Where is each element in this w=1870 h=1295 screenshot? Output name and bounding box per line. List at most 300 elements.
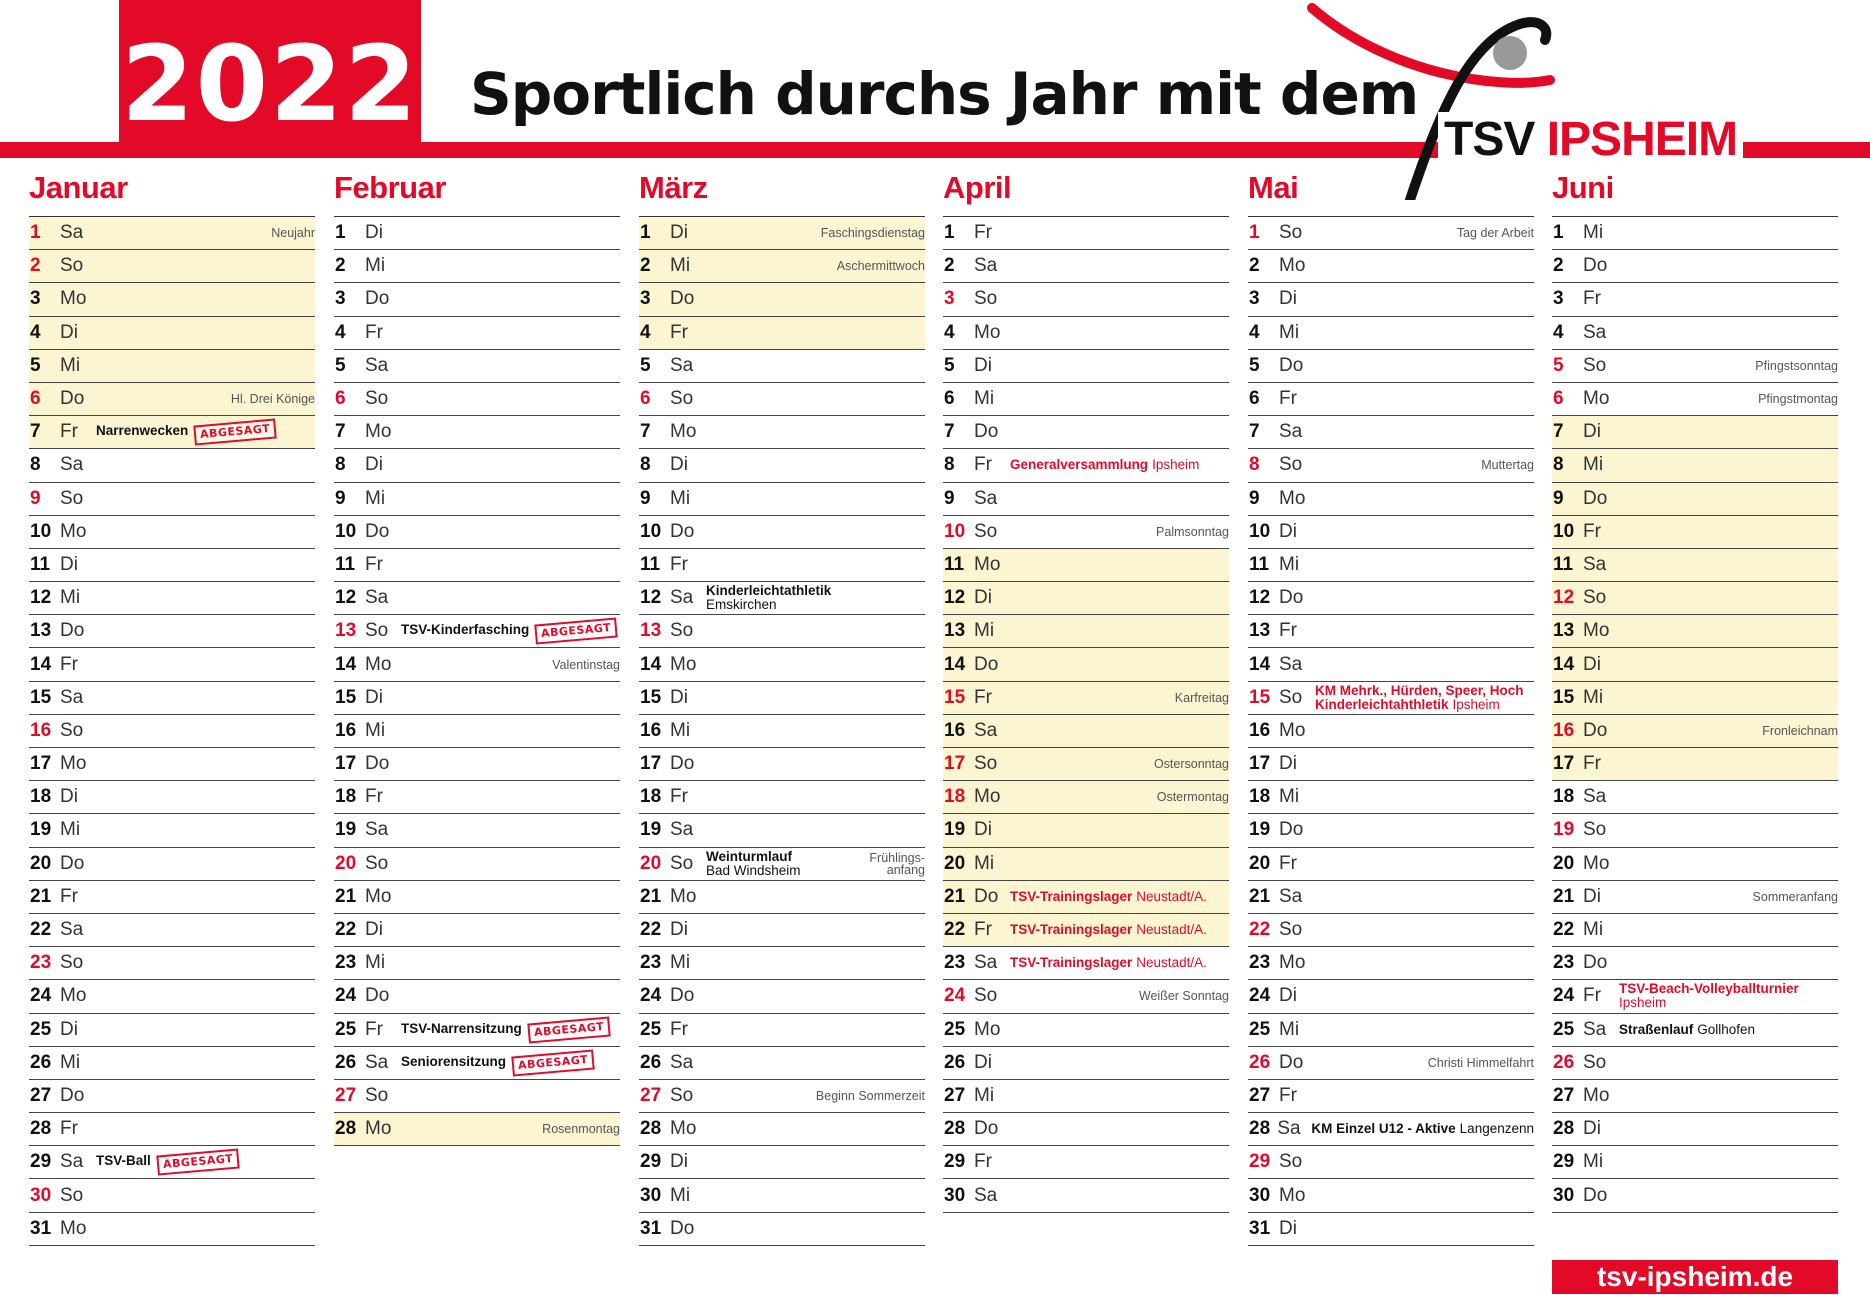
weekday: Sa — [670, 587, 694, 609]
day-number: 15 — [944, 686, 966, 708]
day-number: 18 — [640, 786, 662, 808]
day-number: 2 — [30, 255, 41, 277]
weekday: Fr — [974, 222, 992, 244]
day-number: 8 — [1249, 454, 1260, 476]
weekday: Mo — [60, 1217, 87, 1239]
day-row — [29, 283, 315, 316]
day-row — [334, 250, 620, 283]
day-row — [639, 1014, 925, 1047]
day-number: 27 — [335, 1084, 357, 1106]
day-number: 21 — [640, 885, 662, 907]
weekday: Mo — [1279, 487, 1306, 509]
weekday: Do — [365, 288, 390, 310]
weekday: Mo — [60, 520, 87, 542]
day-row — [1552, 781, 1838, 814]
weekday: Mo — [974, 1018, 1001, 1040]
logo-ipsheim: IPSHEIM — [1546, 113, 1738, 166]
weekday: Do — [670, 520, 695, 542]
day-number: 2 — [1249, 255, 1260, 277]
day-number: 27 — [1553, 1084, 1575, 1106]
month-column-1 — [334, 168, 620, 1146]
weekday: Fr — [1279, 852, 1297, 874]
day-row — [639, 1179, 925, 1212]
day-row — [943, 1146, 1229, 1179]
weekday: Mo — [1279, 952, 1306, 974]
weekday: Fr — [670, 321, 688, 343]
day-row — [639, 317, 925, 350]
event — [401, 621, 618, 641]
weekday: Sa — [365, 1051, 389, 1073]
day-number: 6 — [1249, 388, 1260, 410]
weekday: Sa — [60, 454, 84, 476]
day-number: 15 — [1249, 686, 1271, 708]
day-number: 16 — [1249, 719, 1271, 741]
weekday: Do — [365, 753, 390, 775]
day-row — [1248, 781, 1534, 814]
day-row — [639, 781, 925, 814]
day-row — [29, 748, 315, 781]
day-number: 9 — [30, 487, 41, 509]
holiday-label: Fronleichnam — [1762, 723, 1838, 738]
day-row — [639, 648, 925, 681]
day-row — [334, 1080, 620, 1113]
day-row — [334, 350, 620, 383]
weekday: Do — [60, 388, 85, 410]
event-title: TSV-Trainingslager — [1010, 955, 1133, 971]
day-number: 23 — [1249, 952, 1271, 974]
event-title: Kinderleichtathletik — [706, 583, 832, 599]
day-number: 10 — [640, 520, 662, 542]
weekday: Do — [974, 421, 999, 443]
day-number: 4 — [335, 321, 346, 343]
weekday: Sa — [1279, 653, 1303, 675]
day-row — [29, 383, 315, 416]
day-number: 8 — [335, 454, 346, 476]
weekday: Sa — [60, 686, 84, 708]
holiday-label: Aschermittwoch — [836, 259, 925, 274]
month-name: April — [943, 168, 1229, 217]
weekday: Di — [60, 1018, 78, 1040]
day-row — [1248, 1047, 1534, 1080]
holiday-label: Neujahr — [271, 226, 315, 241]
day-number: 9 — [944, 487, 955, 509]
day-number: 10 — [944, 520, 966, 542]
day-number: 29 — [1553, 1151, 1575, 1173]
day-row — [943, 615, 1229, 648]
holiday-label: Weißer Sonntag — [1138, 989, 1229, 1004]
day-number: 28 — [335, 1118, 357, 1140]
day-number: 7 — [944, 421, 955, 443]
year-badge — [119, 0, 421, 155]
weekday: Do — [60, 852, 85, 874]
event-location: Ipsheim — [1152, 457, 1200, 473]
day-number: 11 — [1553, 553, 1574, 575]
weekday: Mo — [60, 288, 87, 310]
weekday: Mo — [365, 653, 392, 675]
weekday: So — [1583, 354, 1607, 376]
day-number: 9 — [640, 487, 651, 509]
weekday: Di — [365, 919, 383, 941]
day-row — [334, 217, 620, 250]
day-row — [334, 848, 620, 881]
year-label: 2022 — [121, 22, 419, 145]
weekday: Fr — [974, 686, 992, 708]
day-number: 28 — [640, 1118, 662, 1140]
day-row — [1552, 449, 1838, 482]
weekday: So — [60, 255, 84, 277]
weekday: Mi — [1279, 786, 1300, 808]
weekday: So — [1583, 587, 1607, 609]
weekday: Sa — [974, 255, 998, 277]
event-location: Langenzenn — [1459, 1121, 1534, 1137]
day-row — [1248, 483, 1534, 516]
day-row — [1248, 682, 1534, 715]
day-row — [639, 1047, 925, 1080]
day-row — [943, 881, 1229, 914]
weekday: So — [1279, 919, 1303, 941]
day-number: 11 — [1249, 553, 1270, 575]
event — [1619, 1023, 1755, 1037]
day-number: 10 — [1553, 520, 1575, 542]
day-row — [943, 682, 1229, 715]
day-number: 14 — [335, 653, 357, 675]
weekday: Sa — [974, 719, 998, 741]
day-row — [639, 1213, 925, 1246]
day-number: 19 — [1249, 819, 1271, 841]
day-row — [29, 582, 315, 615]
day-row — [1248, 1080, 1534, 1113]
day-row — [29, 1080, 315, 1113]
day-row — [943, 416, 1229, 449]
day-number: 13 — [1553, 620, 1575, 642]
day-row — [1552, 615, 1838, 648]
day-number: 28 — [1553, 1118, 1575, 1140]
day-row — [943, 914, 1229, 947]
day-row — [334, 449, 620, 482]
day-row — [29, 250, 315, 283]
event-title: Generalversammlung — [1010, 457, 1149, 473]
day-number: 20 — [640, 852, 662, 874]
day-row — [29, 1047, 315, 1080]
cancelled-stamp: ABGESAGT — [511, 1049, 595, 1076]
day-row — [1248, 549, 1534, 582]
weekday: So — [974, 520, 998, 542]
day-row — [639, 416, 925, 449]
weekday: Fr — [1583, 520, 1601, 542]
day-row — [1248, 250, 1534, 283]
day-row — [1552, 980, 1838, 1013]
day-number: 25 — [640, 1018, 662, 1040]
event-location: Neustadt/A. — [1136, 955, 1207, 971]
day-number: 8 — [640, 454, 651, 476]
event-title: KM Einzel U12 - Aktive — [1311, 1121, 1456, 1137]
weekday: Do — [1279, 819, 1304, 841]
day-row — [943, 781, 1229, 814]
weekday: Di — [1279, 520, 1297, 542]
weekday: Sa — [1583, 1018, 1607, 1040]
day-number: 17 — [335, 753, 357, 775]
weekday: Sa — [670, 819, 694, 841]
day-number: 18 — [335, 786, 357, 808]
weekday: Mo — [1279, 1184, 1306, 1206]
day-row — [639, 483, 925, 516]
day-row — [1248, 715, 1534, 748]
weekday: Mi — [974, 852, 995, 874]
weekday: Sa — [1583, 553, 1607, 575]
day-row — [29, 814, 315, 847]
weekday: Sa — [974, 1184, 998, 1206]
weekday: Di — [1279, 288, 1297, 310]
weekday: So — [365, 620, 389, 642]
day-number: 17 — [1249, 753, 1271, 775]
day-number: 2 — [1553, 255, 1564, 277]
weekday: So — [365, 852, 389, 874]
weekday: Mi — [1279, 553, 1300, 575]
day-number: 12 — [640, 587, 662, 609]
cancelled-stamp: ABGESAGT — [194, 419, 278, 446]
weekday: Mi — [1583, 222, 1604, 244]
day-row — [943, 748, 1229, 781]
holiday-label: Pfingstsonntag — [1755, 358, 1838, 373]
day-number: 15 — [1553, 686, 1575, 708]
day-row — [334, 582, 620, 615]
weekday: Di — [1583, 885, 1601, 907]
day-row — [1552, 881, 1838, 914]
day-number: 3 — [640, 288, 651, 310]
event-location: Ipsheim — [1452, 696, 1500, 712]
weekday: Di — [974, 587, 992, 609]
month-name: Mai — [1248, 168, 1534, 217]
day-row — [1248, 383, 1534, 416]
month-column-0 — [29, 168, 315, 1246]
day-row — [943, 449, 1229, 482]
day-number: 4 — [30, 321, 41, 343]
day-number: 23 — [640, 952, 662, 974]
weekday: Mi — [365, 719, 386, 741]
day-row — [1552, 1014, 1838, 1047]
day-row — [29, 1146, 315, 1179]
weekday: Sa — [1279, 421, 1303, 443]
weekday: Sa — [60, 1151, 84, 1173]
weekday: Fr — [670, 1018, 688, 1040]
day-number: 27 — [944, 1084, 966, 1106]
day-number: 27 — [1249, 1084, 1271, 1106]
day-row — [639, 250, 925, 283]
weekday: Sa — [365, 587, 389, 609]
day-number: 10 — [30, 520, 52, 542]
event-title: TSV-Trainingslager — [1010, 888, 1133, 904]
day-row — [1248, 283, 1534, 316]
holiday-label: Valentinstag — [552, 657, 620, 672]
day-row — [639, 848, 925, 881]
day-row — [639, 814, 925, 847]
weekday: Fr — [1583, 985, 1601, 1007]
weekday: Mi — [670, 255, 691, 277]
day-number: 10 — [335, 520, 357, 542]
day-number: 18 — [1553, 786, 1575, 808]
month-name: Januar — [29, 168, 315, 217]
day-number: 9 — [1249, 487, 1260, 509]
day-number: 21 — [1553, 885, 1575, 907]
day-number: 16 — [1553, 719, 1575, 741]
weekday: Do — [1583, 487, 1608, 509]
day-row — [334, 715, 620, 748]
day-row — [943, 383, 1229, 416]
weekday: So — [670, 852, 694, 874]
day-number: 14 — [1249, 653, 1271, 675]
day-number: 1 — [1553, 222, 1564, 244]
weekday: Mo — [365, 1118, 392, 1140]
holiday-label: Rosenmontag — [542, 1122, 620, 1137]
day-row — [1552, 648, 1838, 681]
event-title: TSV-Beach-Volleyballturnier — [1619, 981, 1799, 997]
day-number: 4 — [640, 321, 651, 343]
day-number: 3 — [335, 288, 346, 310]
event — [1010, 890, 1207, 904]
day-row — [334, 416, 620, 449]
weekday: Di — [365, 686, 383, 708]
event-title: Weinturmlauf — [706, 848, 793, 864]
day-number: 30 — [1249, 1184, 1271, 1206]
day-row — [639, 881, 925, 914]
day-number: 26 — [30, 1051, 52, 1073]
day-row — [1552, 1179, 1838, 1212]
day-number: 23 — [335, 952, 357, 974]
day-row — [943, 848, 1229, 881]
weekday: Fr — [365, 1018, 383, 1040]
day-row — [29, 914, 315, 947]
weekday: Fr — [60, 421, 78, 443]
event-title: TSV-Trainingslager — [1010, 922, 1133, 938]
weekday: Mi — [60, 1051, 81, 1073]
weekday: Do — [974, 1118, 999, 1140]
day-row — [29, 715, 315, 748]
cancelled-stamp: ABGESAGT — [535, 618, 619, 645]
day-row — [29, 980, 315, 1013]
day-row — [29, 516, 315, 549]
weekday: Di — [974, 819, 992, 841]
day-number: 1 — [335, 222, 346, 244]
day-row — [29, 648, 315, 681]
event-title: Seniorensitzung — [401, 1053, 507, 1069]
day-row — [334, 914, 620, 947]
day-row — [334, 516, 620, 549]
day-row — [1248, 416, 1534, 449]
event — [401, 1020, 610, 1040]
weekday: Mo — [1279, 719, 1306, 741]
day-number: 29 — [30, 1151, 52, 1173]
day-number: 25 — [944, 1018, 966, 1040]
event — [1010, 923, 1207, 937]
weekday: Mi — [1583, 454, 1604, 476]
day-number: 11 — [944, 553, 965, 575]
cancelled-stamp: ABGESAGT — [156, 1149, 240, 1176]
day-row — [639, 449, 925, 482]
day-number: 18 — [30, 786, 52, 808]
weekday: Mi — [974, 1084, 995, 1106]
day-number: 12 — [944, 587, 966, 609]
event-title: Narrenwecken — [96, 423, 189, 439]
weekday: Di — [1279, 985, 1297, 1007]
day-row — [943, 980, 1229, 1013]
day-row — [639, 715, 925, 748]
day-number: 6 — [1553, 388, 1564, 410]
day-number: 22 — [944, 919, 966, 941]
headline: Sportlich durchs Jahr mit dem — [470, 60, 1419, 128]
day-number: 11 — [30, 553, 51, 575]
day-row — [334, 383, 620, 416]
day-row — [1248, 881, 1534, 914]
weekday: Mo — [1583, 620, 1610, 642]
day-row — [29, 881, 315, 914]
day-row — [29, 947, 315, 980]
day-number: 6 — [944, 388, 955, 410]
event-location: Neustadt/A. — [1136, 922, 1207, 938]
day-number: 13 — [944, 620, 966, 642]
day-number: 25 — [1553, 1018, 1575, 1040]
day-row — [1248, 1179, 1534, 1212]
weekday: Di — [670, 686, 688, 708]
day-row — [1552, 217, 1838, 250]
weekday: Mi — [1583, 919, 1604, 941]
day-row — [29, 682, 315, 715]
day-row — [943, 1014, 1229, 1047]
weekday: Do — [1583, 255, 1608, 277]
weekday: Mo — [670, 885, 697, 907]
weekday: Do — [1279, 1051, 1304, 1073]
weekday: Fr — [670, 553, 688, 575]
day-row — [29, 217, 315, 250]
weekday: Fr — [60, 885, 78, 907]
day-row — [1552, 947, 1838, 980]
day-row — [29, 848, 315, 881]
weekday: Di — [670, 1151, 688, 1173]
day-number: 20 — [1249, 852, 1271, 874]
event-location: Gollhofen — [1697, 1021, 1756, 1037]
day-number: 12 — [335, 587, 357, 609]
weekday: Sa — [365, 819, 389, 841]
cancelled-stamp: ABGESAGT — [527, 1016, 611, 1043]
day-number: 21 — [30, 885, 52, 907]
day-number: 2 — [640, 255, 651, 277]
weekday: Do — [365, 520, 390, 542]
day-number: 7 — [30, 421, 41, 443]
footer-url[interactable]: tsv-ipsheim.de — [1552, 1260, 1838, 1294]
weekday: Di — [365, 454, 383, 476]
weekday: Di — [60, 553, 78, 575]
event — [96, 422, 277, 442]
day-number: 30 — [1553, 1184, 1575, 1206]
day-number: 13 — [1249, 620, 1271, 642]
weekday: Mi — [974, 620, 995, 642]
day-number: 12 — [1553, 587, 1575, 609]
day-row — [334, 682, 620, 715]
day-row — [1552, 914, 1838, 947]
day-row — [943, 582, 1229, 615]
weekday: Fr — [1279, 1084, 1297, 1106]
day-number: 12 — [1249, 587, 1271, 609]
day-row — [943, 1179, 1229, 1212]
day-row — [29, 781, 315, 814]
day-number: 26 — [1553, 1051, 1575, 1073]
holiday-label — [869, 848, 925, 880]
weekday: Fr — [365, 786, 383, 808]
day-number: 8 — [30, 454, 41, 476]
day-number: 9 — [1553, 487, 1564, 509]
day-row — [1552, 748, 1838, 781]
day-row — [334, 814, 620, 847]
event-location: Neustadt/A. — [1136, 888, 1207, 904]
